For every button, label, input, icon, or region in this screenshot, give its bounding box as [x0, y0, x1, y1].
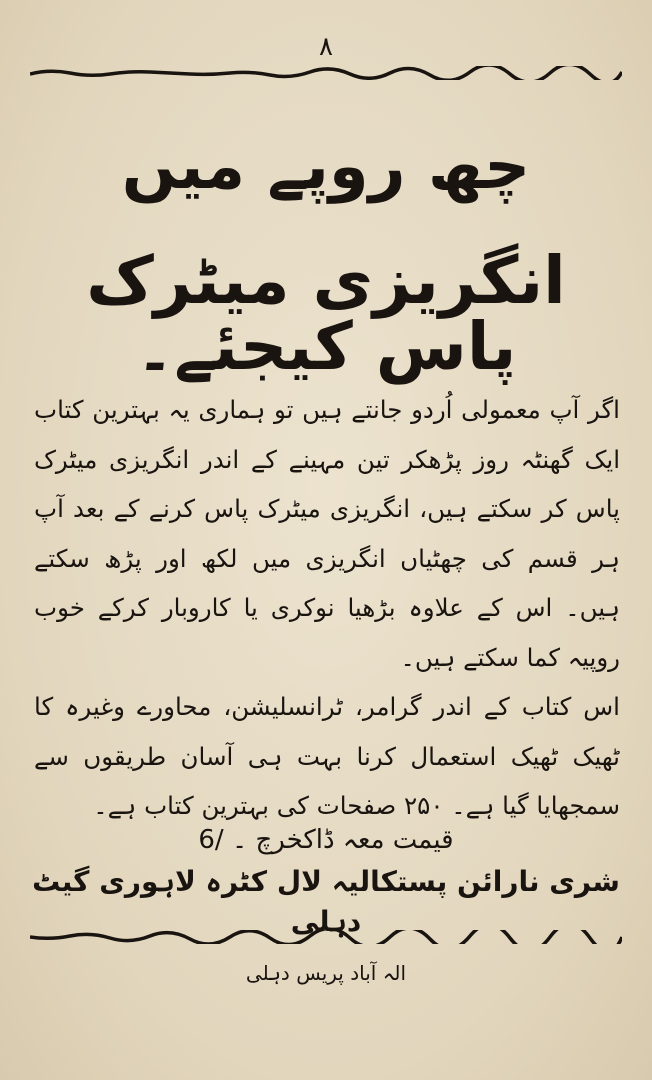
page-number: ۸	[319, 32, 333, 62]
price-line: قیمت معہ ڈاکخرچ ۔ /6	[198, 825, 454, 855]
advertisement-body	[34, 385, 620, 831]
body-paragraph-1: اگر آپ معمولی اُردو جانتے ہیں تو ہماری یہ بہترین کتاب ایک گھنٹہ روز پڑھکر تین مہینے کے اندر انگریزی میٹرک پاس کر سکتے ہیں، انگریزی میٹرک پاس کرنے کے بعد آپ ہر قسم کی چھٹیاں انگریزی میں لکھ اور پڑھ سکتے ہیں۔ اس کے علاوہ بڑھیا نوکری یا کاروبار کرکے خوب روپیہ کما سکتے ہیں۔	[34, 395, 620, 672]
bottom-divider-rule	[30, 930, 622, 944]
publisher-address: شری نارائن پستکالیہ لال کٹرہ لاہوری گیٹ دہلی	[32, 865, 620, 938]
printer-imprint: الہ آباد پریس دہلی	[245, 961, 407, 985]
body-paragraph-2: اس کتاب کے اندر گرامر، ٹرانسلیشن، محاورے وغیرہ کا ٹھیک ٹھیک استعمال کرنا بہت ہی آسان طریقوں سے سمجھایا گیا ہے۔ ۲۵۰ صفحات کی بہترین کتاب ہے۔	[34, 692, 620, 820]
headline-line-2: انگریزی میٹرک پاس کیجئے۔	[86, 242, 566, 385]
headline-line-1: چھ روپے میں	[121, 130, 531, 204]
top-divider-rule	[30, 66, 622, 80]
